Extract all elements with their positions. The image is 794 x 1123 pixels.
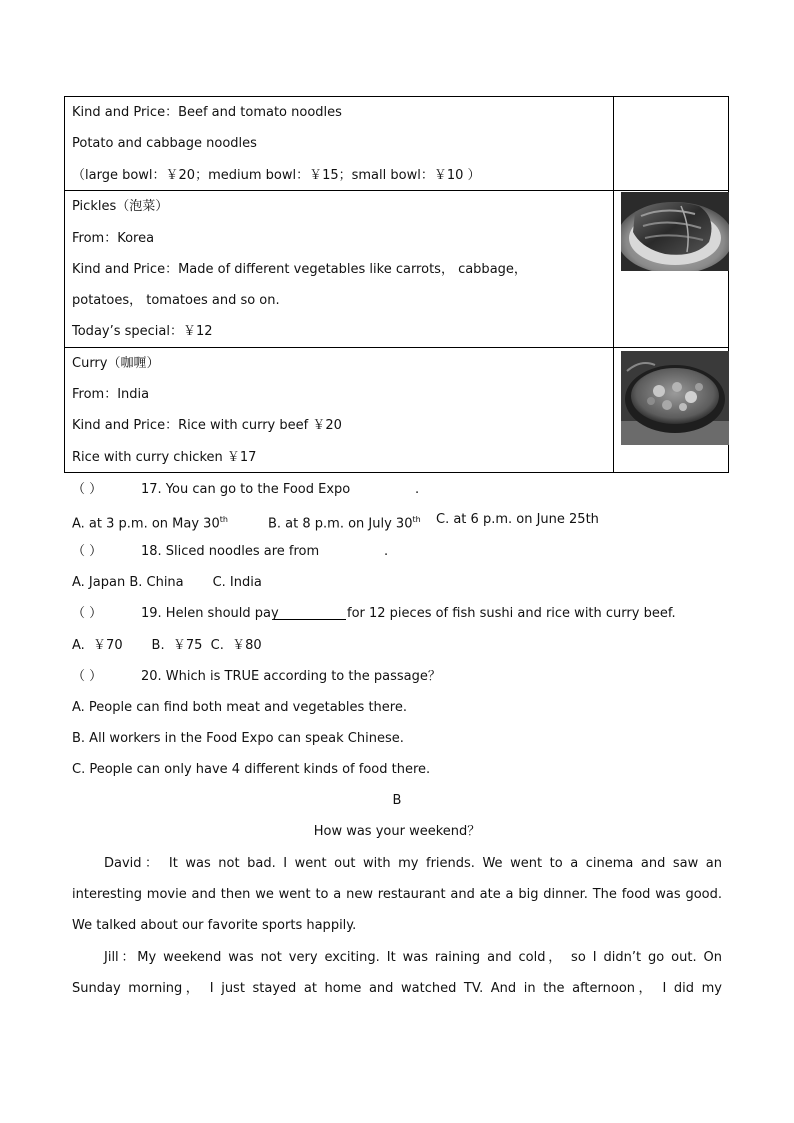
question-stem: 18. Sliced noodles are from — [141, 544, 320, 559]
option-c: C. at 6 p.m. on June 25th — [436, 512, 599, 527]
table-border-mid — [613, 96, 614, 473]
table-cell-text: Potato and cabbage noodles — [72, 136, 257, 151]
table-cell-text: Kind and Price：Made of different vegetables like carrots， cabbage， — [72, 262, 527, 277]
table-cell-text: potatoes， tomatoes and so on. — [72, 293, 280, 308]
david-line-1: David： It was not bad. I went out with my friends. We went to a cinema and saw an — [104, 856, 722, 871]
table-cell-text: Rice with curry chicken ￥17 — [72, 450, 257, 465]
answer-paren[interactable]: （ ） — [72, 482, 103, 497]
question-stem: 20. Which is TRUE according to the passage？ — [141, 669, 441, 684]
superscript: th — [412, 515, 421, 524]
options-line: A. ￥70 B. ￥75 C. ￥80 — [72, 638, 262, 653]
option-c: C. People can only have 4 different kinds of food there. — [72, 762, 431, 777]
table-border-bottom — [64, 472, 729, 473]
section-letter: B — [392, 793, 402, 808]
option-a: A. at 3 p.m. on May 30th — [72, 515, 228, 532]
table-cell-text: Pickles（泡菜） — [72, 199, 169, 214]
table-cell-text: From：India — [72, 387, 150, 402]
options-line: A. Japan B. China C. India — [72, 575, 262, 590]
question-end: . — [384, 544, 389, 559]
question-stem-part2: for 12 pieces of fish sushi and rice with curry beef. — [347, 606, 676, 621]
answer-paren[interactable]: （ ） — [72, 606, 103, 621]
fill-blank[interactable] — [274, 606, 346, 625]
jill-line-1: Jill：My weekend was not very exciting. It was raining and cold， so I didn’t go out. On — [104, 950, 722, 965]
table-border-row1 — [64, 190, 729, 191]
superscript: th — [219, 515, 228, 524]
pickles-photo — [621, 192, 729, 271]
table-border-left — [64, 96, 65, 473]
jill-line-2: Sunday morning， I just stayed at home and watched TV. And in the afternoon， I did my — [72, 981, 722, 996]
table-cell-text: Curry（咖喱） — [72, 356, 160, 371]
curry-photo — [621, 351, 729, 445]
table-cell-text: Today’s special：￥12 — [72, 324, 213, 339]
david-line-2: interesting movie and then we went to a new restaurant and ate a big dinner. The food was good. — [72, 887, 722, 902]
table-cell-text: Kind and Price：Beef and tomato noodles — [72, 105, 342, 120]
question-stem: 17. You can go to the Food Expo — [141, 482, 351, 497]
table-cell-text: （large bowl：￥20；medium bowl：￥15；small bowl：￥10 ） — [72, 168, 481, 183]
answer-paren[interactable]: （ ） — [72, 544, 103, 559]
answer-paren[interactable]: （ ） — [72, 669, 103, 684]
table-border-row2 — [64, 347, 729, 348]
option-b: B. at 8 p.m. on July 30th — [268, 515, 421, 532]
table-cell-text: Kind and Price：Rice with curry beef ￥20 — [72, 418, 342, 433]
question-end: . — [415, 482, 420, 497]
passage-title: How was your weekend？ — [313, 824, 481, 839]
table-border-top — [64, 96, 729, 97]
question-stem-part1: 19. Helen should pay — [141, 606, 279, 621]
option-b: B. All workers in the Food Expo can speak Chinese. — [72, 731, 404, 746]
option-a: A. People can find both meat and vegetables there. — [72, 700, 407, 715]
david-line-3: We talked about our favorite sports happily. — [72, 918, 357, 933]
table-cell-text: From：Korea — [72, 231, 155, 246]
